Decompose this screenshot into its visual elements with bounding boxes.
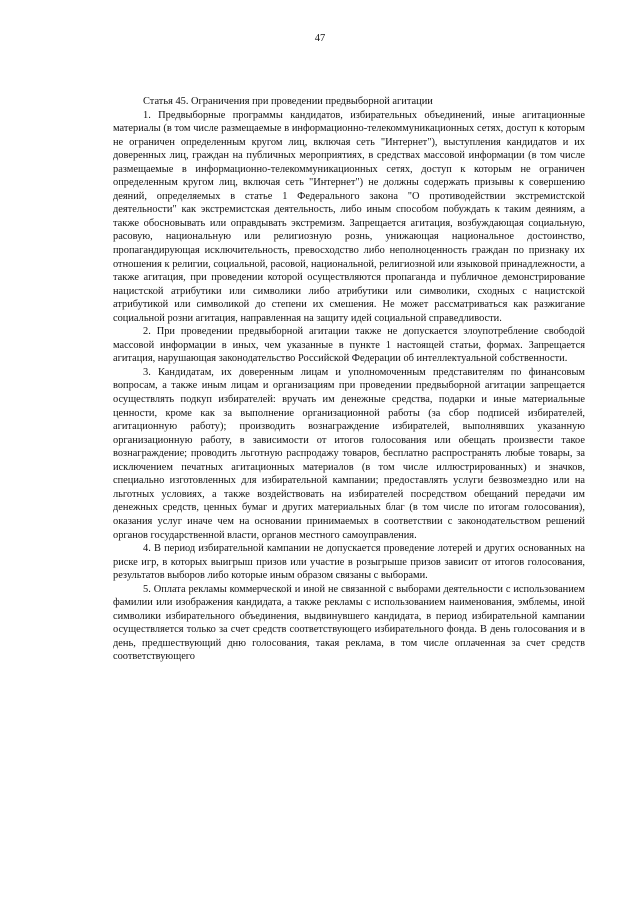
paragraph-5: 5. Оплата рекламы коммерческой и иной не связанной с выборами деятельности с использованием фамилии или изображения кандидата, а также рекламы с использованием наименования, эмблемы, иной символики избирательного объединения, выдвинувшего кандидата, в период избирательной кампании осуществляется только за счет средств соответствующего избирательного фонда. В день голосования и в день, предшествующий дню голосования, такая реклама, в том числе оплаченная за счет средств соответствующего	[113, 583, 585, 663]
paragraph-4: 4. В период избирательной кампании не допускается проведение лотерей и других основанных на риске игр, в которых выигрыш призов или участие в розыгрыше призов зависит от итогов голосования, результатов выборов либо которые иным образом связаны с выборами.	[113, 543, 585, 582]
paragraph-1: 1. Предвыборные программы кандидатов, избирательных объединений, иные агитационные материалы (в том числе размещаемые в информационно-телекоммуникационных сетях, доступ к которым не ограничен определенным кругом лиц, включая сеть "Интернет"), выступления кандидатов и их доверенных лиц, граждан на публичных мероприятиях, в средствах массовой информации (в том числе размещаемые в информационно-телекоммуникационных сетях, доступ к которым не ограничен определенным кругом лиц, включая сеть "Интернет") не должны содержать призывы к совершению деяний, определяемых в статье 1 Федерального закона "О противодействии экстремистской деятельности" как экстремистская деятельность, либо иным способом побуждать к таким деяниям, а также обосновывать или оправдывать экстремизм. Запрещается агитация, возбуждающая социальную, расовую, национальную или религиозную рознь, унижающая национальное достоинство, пропагандирующая исключительность, превосходство либо неполноценность граждан по признаку их отношения к религии, социальной, расовой, национальной, религиозной или языковой принадлежности, а также агитация, при проведении которой осуществляются пропаганда и публичное демонстрирование нацистской атрибутики или символики либо атрибутики или символики, сходных с нацистской атрибутикой или символикой до степени их смешения. Не может рассматриваться как разжигание социальной розни агитация, направленная на защиту идей социальной справедливости.	[113, 109, 585, 324]
paragraph-2: 2. При проведении предвыборной агитации также не допускается злоупотребление свободой массовой информации в иных, чем указанные в пункте 1 настоящей статьи, формах. Запрещается агитация, нарушающая законодательство Российской Федерации об интеллектуальной собственности.	[113, 326, 585, 365]
paragraph-3: 3. Кандидатам, их доверенным лицам и уполномоченным представителям по финансовым вопросам, а также иным лицам и организациям при проведении предвыборной агитации запрещается осуществлять подкуп избирателей: вручать им денежные средства, подарки и иные материальные ценности, кроме как за выполнение организационной работы (за сбор подписей избирателей, агитационную работу); производить вознаграждение избирателей, выполнявших указанную организационную работу, в зависимости от итогов голосования или обещать произвести такое вознаграждение; проводить льготную распродажу товаров, бесплатно распространять любые товары, за исключением печатных агитационных материалов (в том числе иллюстрированных) и значков, специально изготовленных для избирательной кампании; предоставлять услуги безвозмездно или на льготных условиях, а также воздействовать на избирателей посредством обещаний передачи им денежных средств, ценных бумаг и других материальных благ (в том числе по итогам голосования), оказания услуг иначе чем на основании принимаемых в соответствии с законодательством решений органов государственной власти, органов местного самоуправления.	[113, 366, 585, 541]
article-title: Статья 45. Ограничения при проведении предвыборной агитации	[143, 96, 433, 107]
page-number: 47	[314, 33, 326, 44]
document-body	[113, 95, 585, 664]
